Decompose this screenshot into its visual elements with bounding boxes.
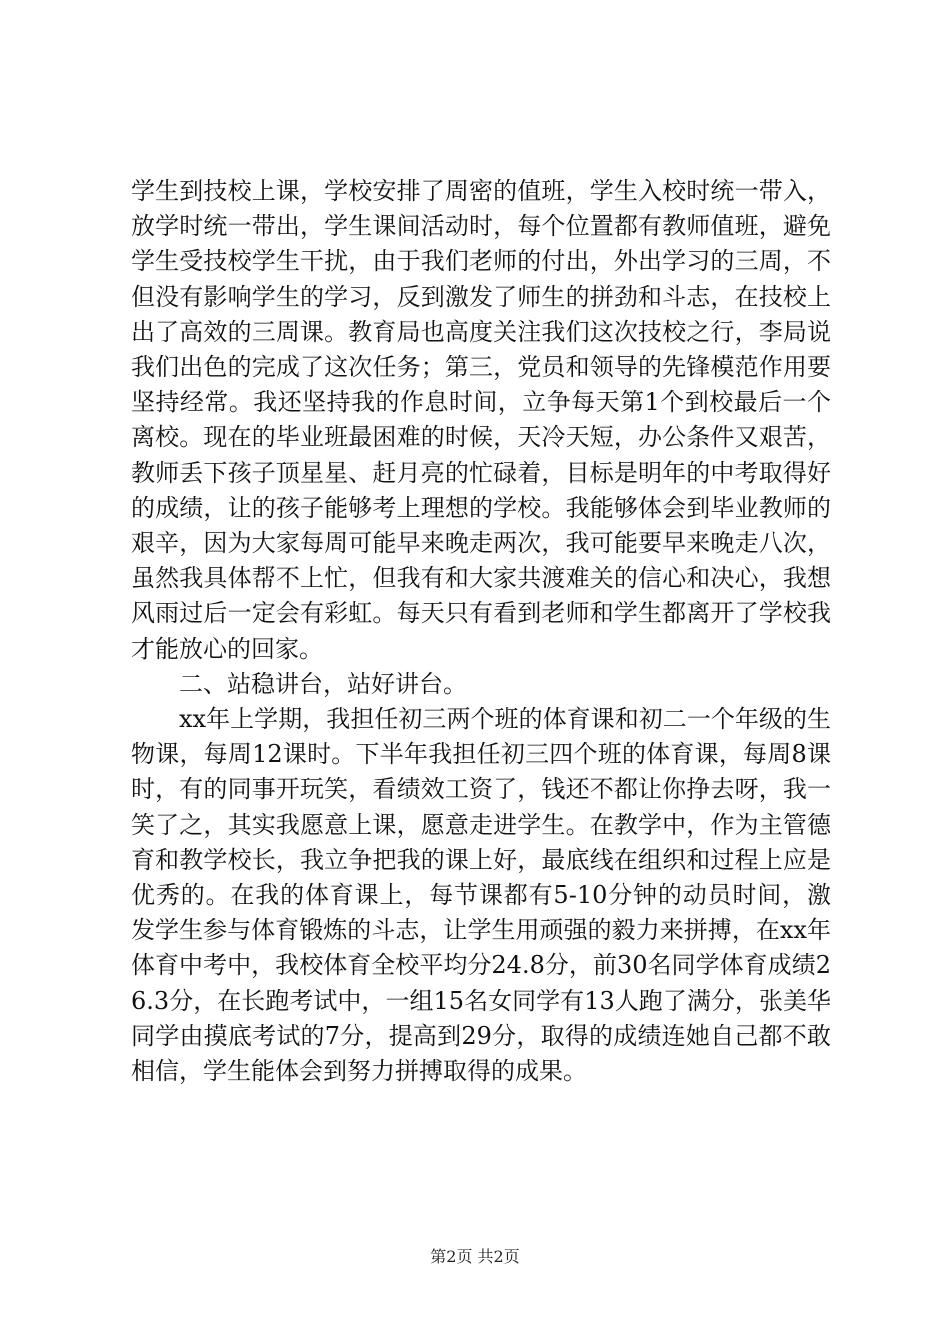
section-heading: 二、站稳讲台，站好讲台。 bbox=[179, 669, 467, 698]
paragraph-continued: 学生到技校上课，学校安排了周密的值班，学生入校时统一带入，放学时统一带出，学生课间活动时，每个位置都有教师值班，避免学生受技校学生干扰，由于我们老师的付出，外出学习的三周，不但没有影响学生的学习，反到激发了师生的拼劲和斗志，在技校上出了高效的三周课。教育局也高度关注我们这次技校之行，李局说我们出色的完成了这次任务；第三，党员和领导的先锋模范作用要坚持经常。我还坚持我的作息时间，立争每天第1个到校最后一个离校。现在的毕业班最困难的时候，天冷天短，办公条件又艰苦，教师丢下孩子顶星星、赶月亮的忙碌着，目标是明年的中考取得好的成绩，让的孩子能够考上理想的学校。我能够体会到毕业教师的艰辛，因为大家每周可能早来晚走两次，我可能要早来晚走八次，虽然我具体帮不上忙，但我有和大家共渡难关的信心和决心，我想风雨过后一定会有彩虹。每天只有看到老师和学生都离开了学校我才能放心的回家。 bbox=[131, 177, 831, 663]
paragraph: xx年上学期，我担任初三两个班的体育课和初二一个年级的生物课，每周12课时。下半年我担任初三四个班的体育课，每周8课时，有的同事开玩笑，看绩效工资了，钱还不都让你挣去呀，我一笑了之，其实我愿意上课，愿意走进学生。在教学中，作为主管德育和教学校长，我立争把我的课上好，最底线在组织和过程上应是优秀的。在我的体育课上，每节课都有5-10分钟的动员时间，激发学生参与体育锻炼的斗志，让学生用顽强的毅力来拼搏，在xx年体育中考中，我校体育全校平均分24.8分，前30名同学体育成绩26.3分，在长跑考试中，一组15名女同学有13人跑了满分，张美华同学由摸底考试的7分，提高到29分，取得的成绩连她自己都不敢相信，学生能体会到努力拼搏取得的成果。 bbox=[131, 705, 831, 1086]
document-body bbox=[131, 174, 831, 1089]
page-footer: 第2页 共2页 bbox=[430, 1247, 520, 1266]
